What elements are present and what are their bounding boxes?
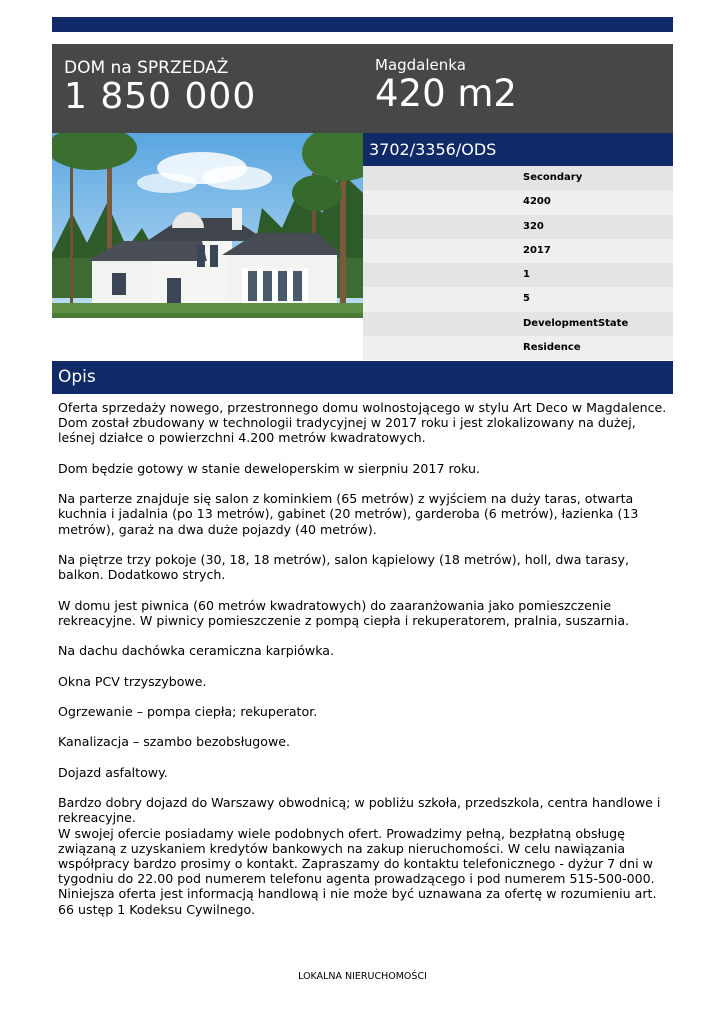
description-text [58,400,670,932]
param-row: 2017 [363,239,673,263]
description-paragraph: Na dachu dachówka ceramiczna karpiówka. [58,643,334,659]
description-paragraph: Dojazd asfaltowy. [58,764,168,780]
description-paragraph: Ogrzewanie – pompa ciepła; rekuperator. [58,703,318,719]
location: Magdalenka [375,56,466,74]
param-row: 4200 [363,190,673,214]
description-paragraph: Kanalizacja – szambo bezobsługowe. [58,734,291,750]
param-row: Secondary [363,166,673,190]
parameters-table [363,166,673,360]
description-paragraph: Na parterze znajduje się salon z kominkiem (65 metrów) z wyjściem na duży taras, otwarta kuchnia i jadalnia (po 13 metrów), gabinet (20 metrów), garderoba (6 metrów), łazienka (13 metrów), garaż na dwa duże pojazdy (40 metrów). [58,491,639,537]
area: 420 m2 [375,72,517,115]
description-paragraph: W swojej ofercie posiadamy wiele podobnych ofert. Prowadzimy pełną, bezpłatną obsługę związaną z uzyskaniem kredytów bankowych na zakup nieruchomości. W celu nawiązania współpracy bardzo prosimy o kontakt. Zapraszamy do kontaktu telefonicznego - dyżur 7 dni w tygodniu do 22.00 pod numerem telefonu agenta prowadzącego i pod numerem 515-500-000. Niniejsza oferta jest informacją handlową i nie może być uznawana za ofertę w rozumieniu art. 66 ustęp 1 Kodeksu Cywilnego. [58,825,657,917]
param-row: Residence [363,336,673,360]
param-row: DevelopmentState [363,312,673,336]
property-photo [52,133,363,318]
description-paragraph: Na piętrze trzy pokoje (30, 18, 18 metrów), salon kąpielowy (18 metrów), holl, dwa tarasy, balkon. Dodatkowo strych. [58,551,629,583]
offer-type: DOM na SPRZEDAŻ [64,58,229,78]
footer-agency-name: LOKALNA NIERUCHOMOŚCI [298,971,427,982]
description-paragraph: Dom będzie gotowy w stanie deweloperskim w sierpniu 2017 roku. [58,460,480,476]
param-row: 320 [363,215,673,239]
price: 1 850 000 [64,76,257,117]
param-row: 5 [363,287,673,311]
description-paragraph: Oferta sprzedaży nowego, przestronnego domu wolnostojącego w stylu Art Deco w Magdalence. Dom został zbudowany w technologii tradycyjnej w 2017 roku i jest zlokalizowany na dużej, leśnej działce o powierzchni 4.200 metrów kwadratowych. [58,400,667,446]
description-paragraph: W domu jest piwnica (60 metrów kwadratowych) do zaaranżowania jako pomieszczenie rekreacyjne. W piwnicy pomieszczenie z pompą ciepła i rekuperatorem, pralnia, suszarnia. [58,597,630,628]
top-accent-bar [52,17,673,32]
listing-reference: 3702/3356/ODS [363,133,673,166]
param-row: 1 [363,263,673,287]
listing-header [52,44,673,133]
section-title-description: Opis [52,361,673,394]
description-paragraph: Okna PCV trzyszybowe. [58,673,207,689]
description-paragraph: Bardzo dobry dojazd do Warszawy obwodnicą; w pobliżu szkoła, przedszkola, centra handlowe i rekreacyjne. [58,795,661,826]
